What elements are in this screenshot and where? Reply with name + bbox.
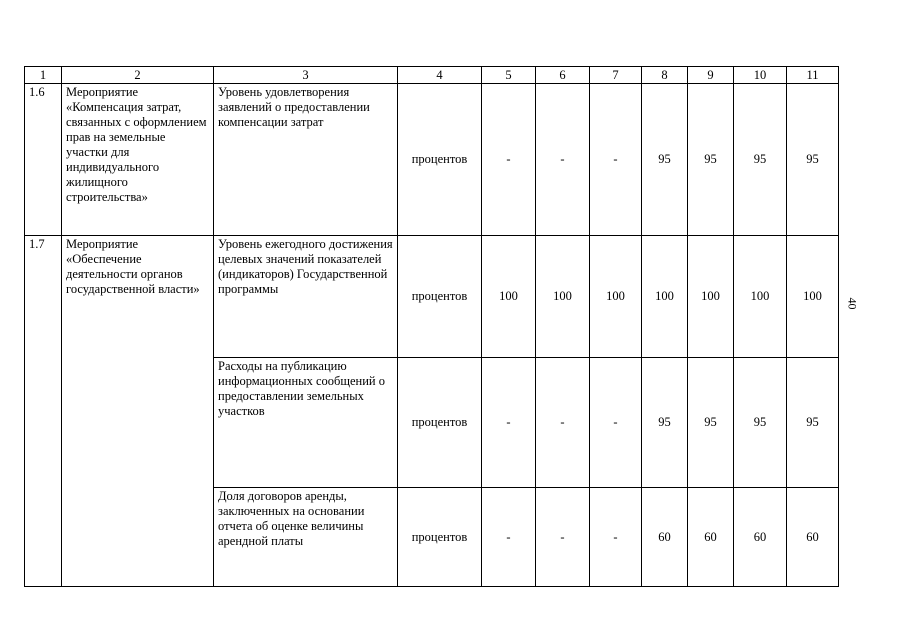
table-row xyxy=(25,236,839,358)
unit-cell: процентов xyxy=(398,358,482,488)
row-number: 1.6 xyxy=(25,84,62,236)
value-cell: 60 xyxy=(734,488,787,587)
value-cell: 95 xyxy=(787,84,839,236)
value-cell: 100 xyxy=(642,236,688,358)
value-cell: 100 xyxy=(688,236,734,358)
value-cell: - xyxy=(536,358,590,488)
row-number: 1.7 xyxy=(25,236,62,587)
value-cell: 95 xyxy=(734,84,787,236)
value-cell: 100 xyxy=(590,236,642,358)
value-cell: 100 xyxy=(482,236,536,358)
column-header: 9 xyxy=(688,67,734,84)
unit-cell: процентов xyxy=(398,488,482,587)
indicator-cell: Доля договоров аренды, заключенных на основании отчета об оценке величины арендной платы xyxy=(214,488,398,587)
column-header: 4 xyxy=(398,67,482,84)
value-cell: 60 xyxy=(787,488,839,587)
indicator-table xyxy=(24,66,839,587)
column-header: 7 xyxy=(590,67,642,84)
event-cell: Мероприятие «Компенсация затрат, связанных с оформлением прав на земельные участки для индивидуального жилищного строительства» xyxy=(62,84,214,236)
value-cell: - xyxy=(482,488,536,587)
value-cell: 60 xyxy=(688,488,734,587)
value-cell: - xyxy=(590,488,642,587)
indicator-cell: Уровень удовлетворения заявлений о предоставлении компенсации затрат xyxy=(214,84,398,236)
table-row xyxy=(25,84,839,236)
value-cell: 100 xyxy=(787,236,839,358)
value-cell: 95 xyxy=(688,358,734,488)
column-header: 1 xyxy=(25,67,62,84)
value-cell: - xyxy=(482,358,536,488)
value-cell: - xyxy=(482,84,536,236)
value-cell: 95 xyxy=(688,84,734,236)
column-header: 11 xyxy=(787,67,839,84)
value-cell: 95 xyxy=(642,84,688,236)
value-cell: 100 xyxy=(734,236,787,358)
column-header: 10 xyxy=(734,67,787,84)
column-header: 8 xyxy=(642,67,688,84)
column-header: 5 xyxy=(482,67,536,84)
unit-cell: процентов xyxy=(398,84,482,236)
unit-cell: процентов xyxy=(398,236,482,358)
value-cell: 60 xyxy=(642,488,688,587)
indicator-cell: Уровень ежегодного достижения целевых значений показателей (индикаторов) Государственной программы xyxy=(214,236,398,358)
value-cell: 95 xyxy=(787,358,839,488)
value-cell: - xyxy=(536,84,590,236)
event-cell: Мероприятие «Обеспечение деятельности органов государственной власти» xyxy=(62,236,214,587)
value-cell: 95 xyxy=(642,358,688,488)
column-header: 2 xyxy=(62,67,214,84)
page-number: 40 xyxy=(845,297,860,310)
column-header: 6 xyxy=(536,67,590,84)
value-cell: - xyxy=(536,488,590,587)
value-cell: 100 xyxy=(536,236,590,358)
table-header-row xyxy=(25,67,839,84)
value-cell: 95 xyxy=(734,358,787,488)
column-header: 3 xyxy=(214,67,398,84)
indicator-cell: Расходы на публикацию информационных сообщений о предоставлении земельных участков xyxy=(214,358,398,488)
value-cell: - xyxy=(590,358,642,488)
value-cell: - xyxy=(590,84,642,236)
